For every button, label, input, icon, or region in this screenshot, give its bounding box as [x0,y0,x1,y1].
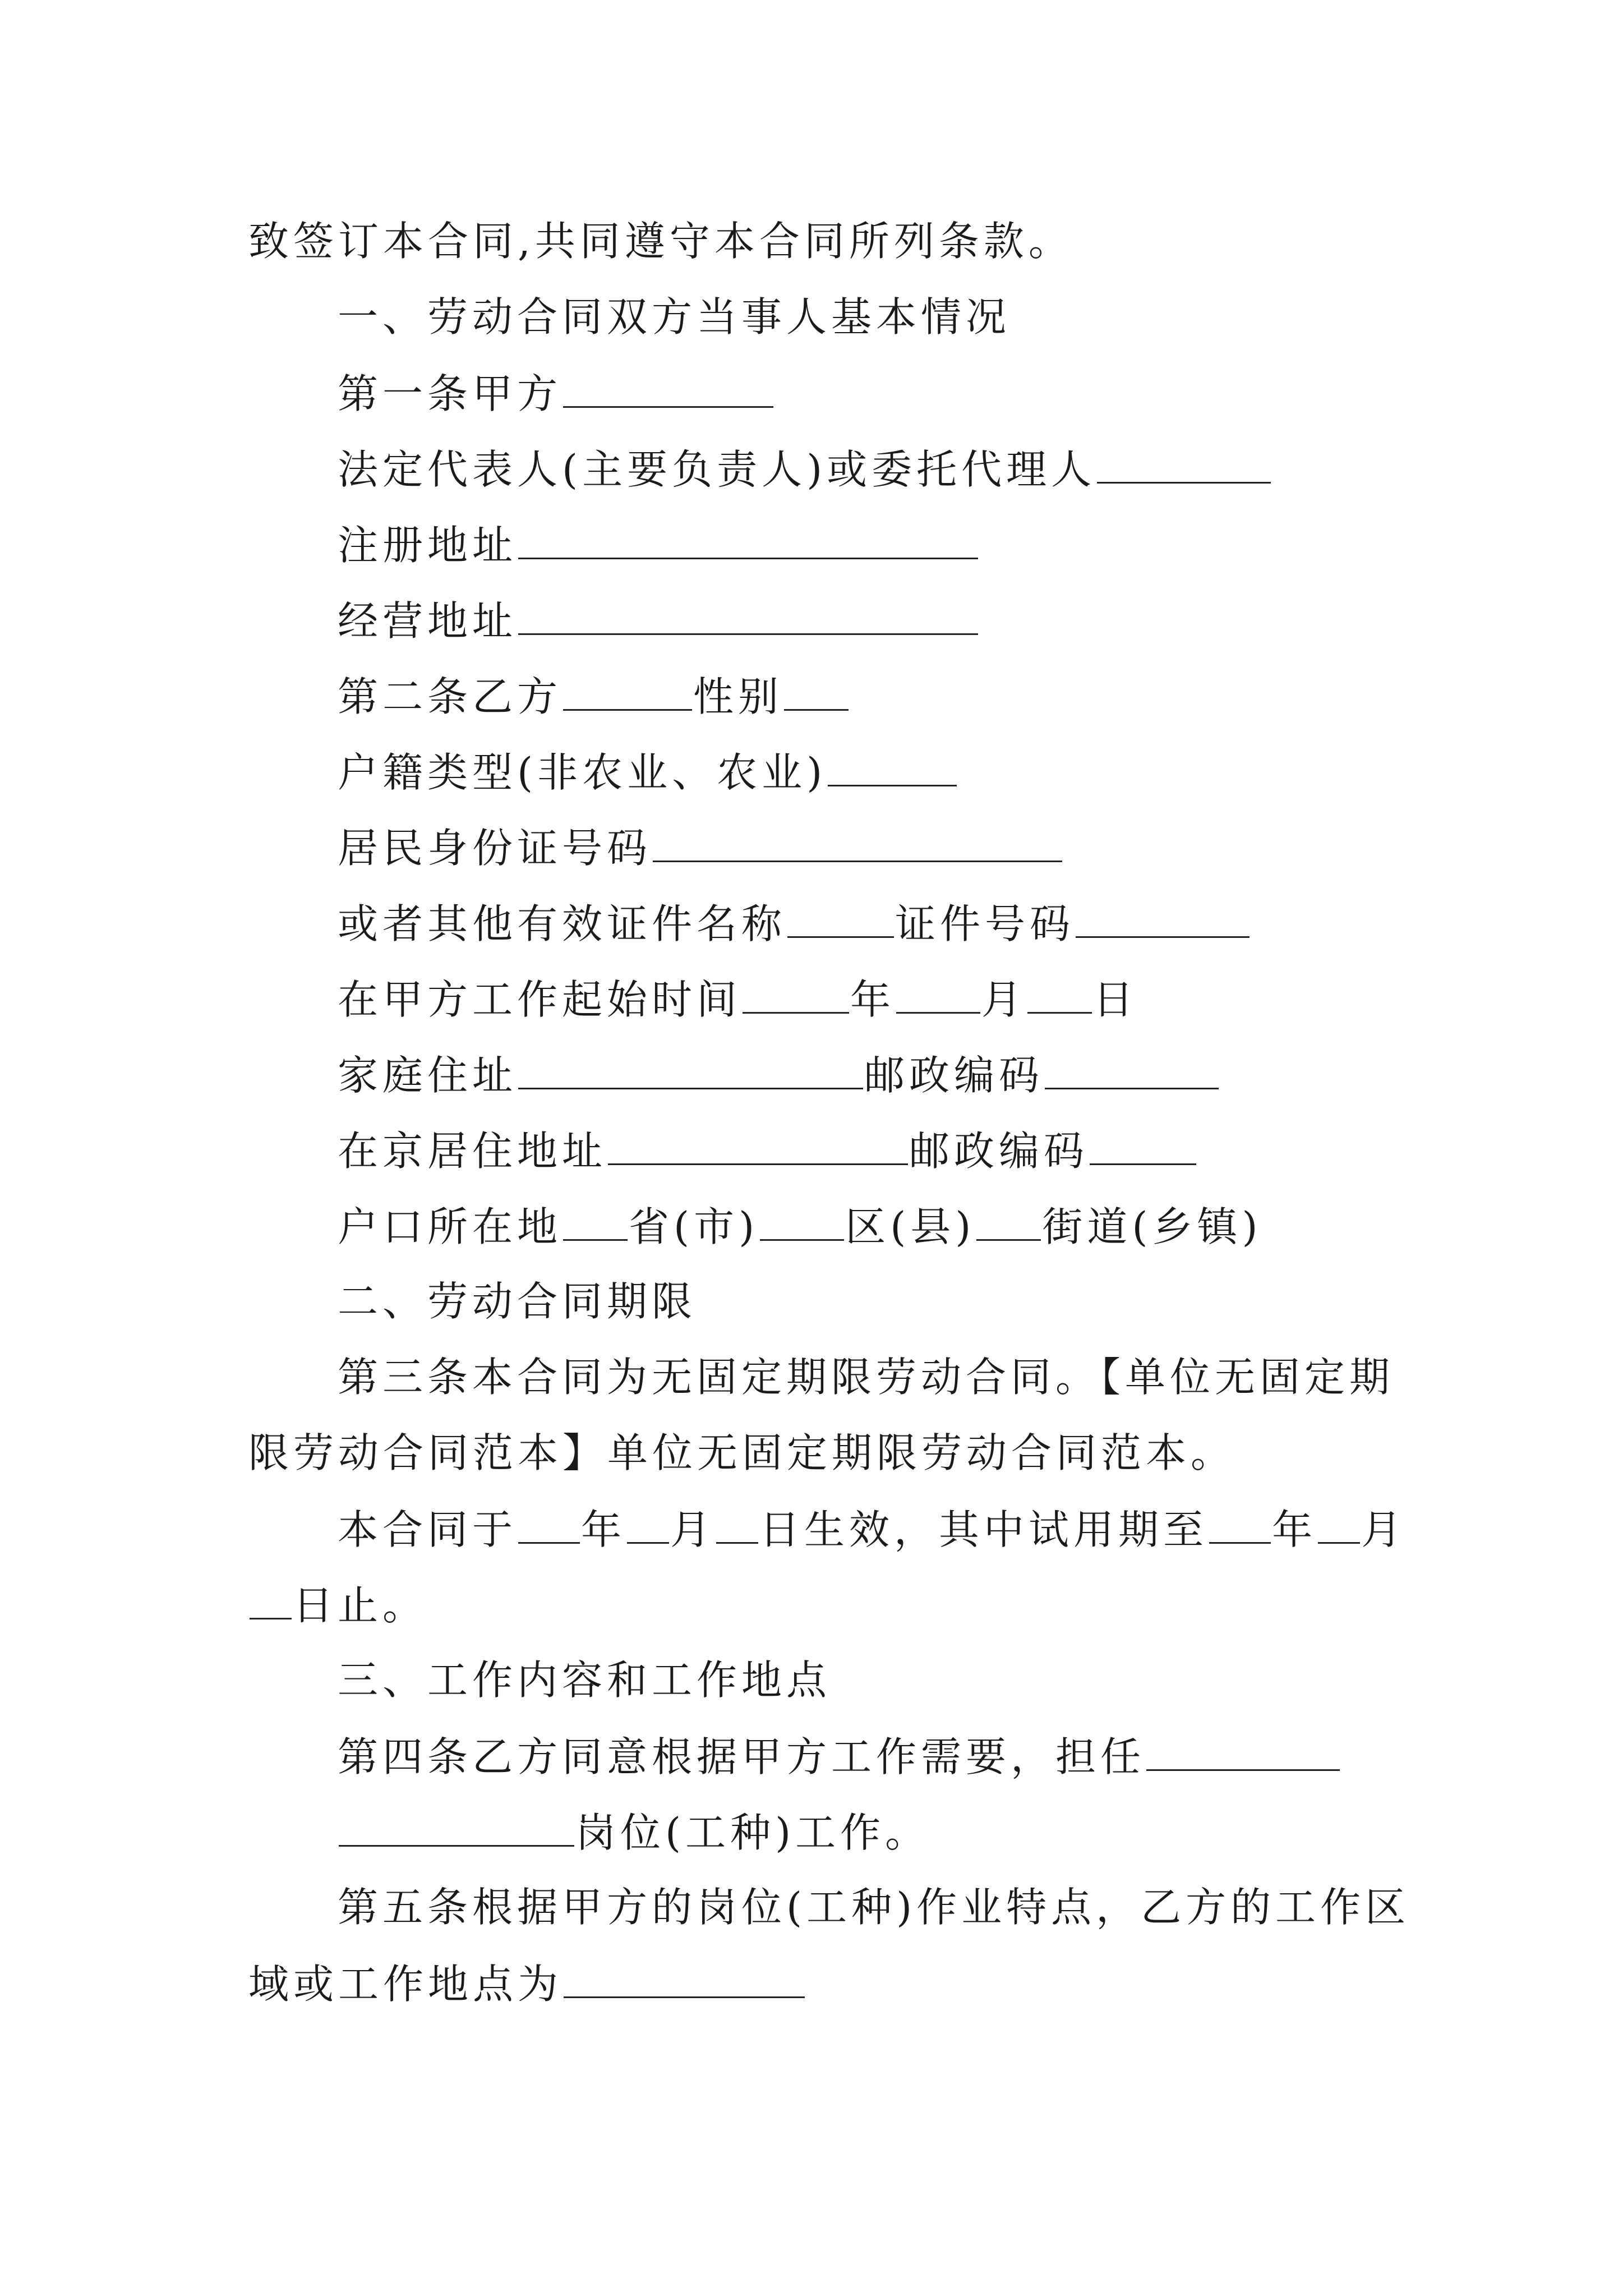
line-text: 月 [1361,1506,1407,1553]
line-text: 月 [670,1506,716,1553]
line-text: 二、劳动合同期限 [338,1278,697,1325]
text-line [338,1122,1197,1179]
fill-in-blank[interactable] [1076,895,1249,938]
fill-in-blank[interactable] [563,668,692,711]
line-text: 第二条乙方 [338,673,562,720]
text-line [338,819,1063,876]
section-heading [338,289,1011,345]
section-heading [338,1273,697,1329]
text-line [248,213,1073,269]
text-line [338,895,1251,952]
text-line [338,1501,1406,1558]
line-text: 街道(乡镇) [1042,1203,1262,1250]
fill-in-blank[interactable] [1097,440,1271,484]
fill-in-blank[interactable] [760,1198,844,1241]
fill-in-blank[interactable] [1090,1122,1196,1165]
line-text: 第四条乙方同意根据甲方工作需要，担任 [338,1733,1146,1780]
text-line [338,1803,930,1861]
line-text: 日止。 [293,1582,428,1629]
fill-in-blank[interactable] [1027,970,1092,1014]
line-text: 经营地址 [338,597,518,645]
fill-in-blank[interactable] [518,1501,580,1544]
fill-in-blank[interactable] [564,1955,805,1998]
clause-line [338,1728,1341,1785]
fill-in-blank[interactable] [339,1803,574,1847]
fill-in-blank[interactable] [1318,1501,1360,1544]
fill-in-blank[interactable] [787,895,894,938]
fill-in-blank[interactable] [627,1501,669,1544]
fill-in-blank[interactable] [1209,1501,1271,1544]
text-line [338,1198,1262,1255]
line-text: 在京居住地址 [338,1128,607,1175]
line-text: 致签订本合同,共同遵守本合同所列条款。 [248,218,1073,265]
clause-line [338,668,850,725]
fill-in-blank[interactable] [1045,1046,1219,1089]
line-text: 法定代表人(主要负责人)或委托代理人 [338,446,1096,493]
fill-in-blank[interactable] [563,365,773,408]
clause-line [338,365,774,422]
line-text: 性别 [693,673,783,720]
fill-in-blank[interactable] [743,970,849,1014]
text-line [248,1576,427,1634]
clause-line [338,1879,1410,1935]
text-line [338,592,979,649]
fill-in-blank[interactable] [896,970,980,1014]
fill-in-blank[interactable] [653,819,1062,862]
line-text: 限劳动合同范本】单位无固定期限劳动合同范本。 [248,1429,1236,1476]
text-line [248,1425,1235,1481]
clause-line [338,1349,1394,1405]
line-text: 本合同于 [338,1506,518,1553]
text-line [338,1046,1220,1103]
line-text: 邮政编码 [909,1128,1089,1175]
fill-in-blank[interactable] [563,1198,628,1241]
fill-in-blank[interactable] [250,1576,292,1619]
line-text: 在甲方工作起始时间 [338,976,742,1023]
line-text: 户籍类型(非农业、农业) [338,749,827,796]
fill-in-blank[interactable] [608,1122,908,1165]
line-text: 日 [1093,976,1138,1023]
section-heading [338,1652,831,1708]
line-text: 居民身份证号码 [338,825,652,872]
line-text: 或者其他有效证件名称 [338,900,787,947]
line-text: 第五条根据甲方的岗位(工种)作业特点，乙方的工作区 [338,1884,1410,1931]
line-text: 日生效，其中试用期至 [759,1506,1209,1553]
fill-in-blank[interactable] [518,516,978,559]
line-text: 年 [850,976,896,1023]
line-text: 证件号码 [895,900,1075,947]
line-text: 注册地址 [338,522,518,569]
text-line [338,970,1138,1028]
fill-in-blank[interactable] [976,1198,1041,1241]
fill-in-blank[interactable] [828,743,957,786]
line-text: 年 [581,1506,626,1553]
line-text: 一、劳动合同双方当事人基本情况 [338,293,1011,341]
line-text: 域或工作地点为 [248,1961,563,2008]
fill-in-blank[interactable] [1146,1728,1340,1771]
line-text: 年 [1272,1506,1317,1553]
line-text: 省(市) [629,1203,759,1250]
fill-in-blank[interactable] [518,1046,863,1089]
line-text: 第一条甲方 [338,370,562,417]
line-text: 区(县) [845,1203,976,1250]
text-line [248,1955,806,2012]
line-text: 户口所在地 [338,1203,562,1250]
text-line [338,743,958,800]
text-line [338,516,979,573]
line-text: 第三条本合同为无固定期限劳动合同。【单位无固定期 [338,1354,1395,1401]
fill-in-blank[interactable] [784,668,849,711]
fill-in-blank[interactable] [518,592,978,635]
line-text: 家庭住址 [338,1052,518,1099]
line-text: 邮政编码 [864,1052,1044,1099]
line-text: 月 [981,976,1027,1023]
line-text: 三、工作内容和工作地点 [338,1657,832,1704]
line-text: 岗位(工种)工作。 [575,1809,930,1856]
fill-in-blank[interactable] [716,1501,758,1544]
text-line [338,440,1272,498]
